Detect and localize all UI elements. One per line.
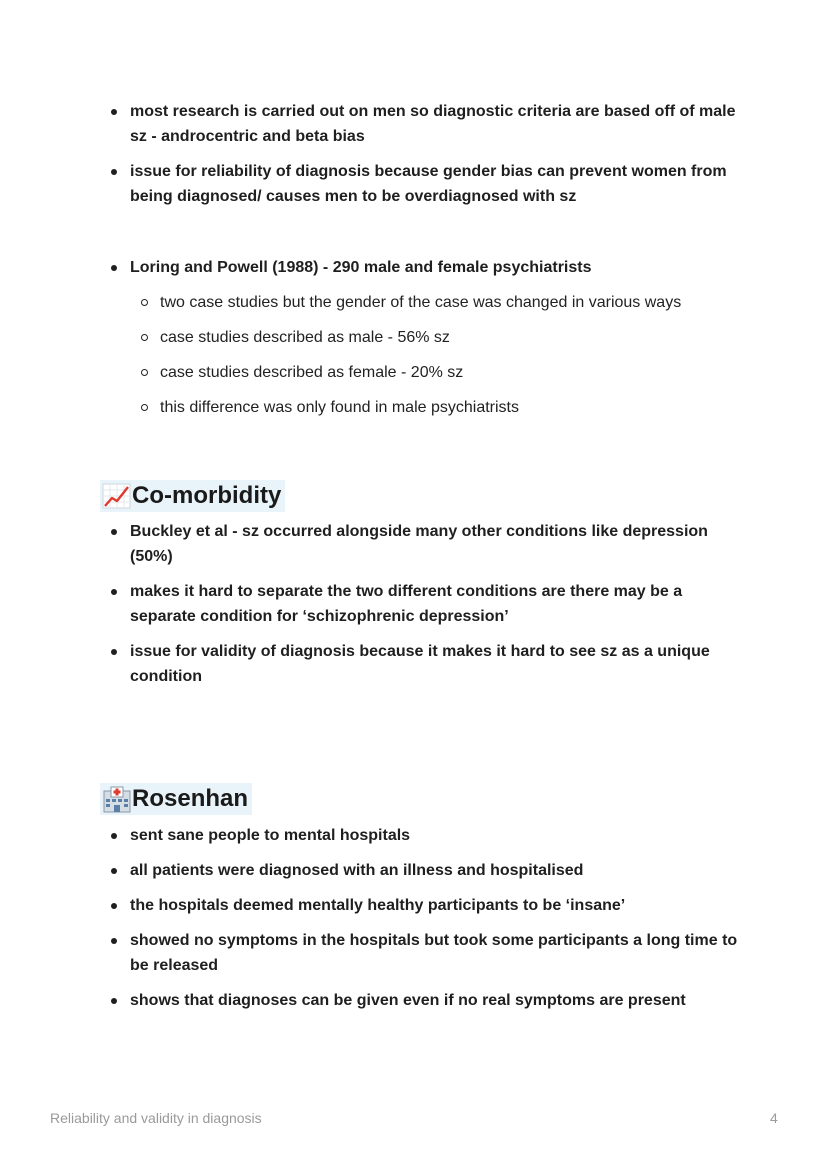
comorbidity-bullet-list xyxy=(130,519,740,699)
sub-list-item: two case studies but the gender of the case was changed in various ways xyxy=(160,290,760,315)
chart-increasing-icon xyxy=(102,482,132,510)
footer-document-title: Reliability and validity in diagnosis xyxy=(50,1110,262,1126)
list-item: sent sane people to mental hospitals xyxy=(130,823,740,848)
list-item: showed no symptoms in the hospitals but took some participants a long time to be released xyxy=(130,928,740,978)
sub-list-item: this difference was only found in male psychiatrists xyxy=(160,395,760,420)
hospital-icon xyxy=(102,785,132,813)
list-item: the hospitals deemed mentally healthy participants to be ‘insane’ xyxy=(130,893,740,918)
sub-list-item: case studies described as male - 56% sz xyxy=(160,325,760,350)
list-item: issue for reliability of diagnosis because gender bias can prevent women from being diagnosed/ causes men to be overdiagnosed with sz xyxy=(130,159,740,209)
rosenhan-heading xyxy=(100,783,252,815)
list-item: most research is carried out on men so diagnostic criteria are based off of male sz - androcentric and beta bias xyxy=(130,99,740,149)
section-heading-text: Rosenhan xyxy=(132,785,249,812)
list-item: issue for validity of diagnosis because it makes it hard to see sz as a unique condition xyxy=(130,639,740,689)
loring-sub-list xyxy=(160,290,760,430)
comorbidity-heading xyxy=(100,480,285,512)
rosenhan-bullet-list xyxy=(130,823,740,1023)
list-item: Buckley et al - sz occurred alongside many other conditions like depression (50%) xyxy=(130,519,740,569)
intro-bullet-list xyxy=(130,99,740,219)
list-item: makes it hard to separate the two different conditions are there may be a separate condition for ‘schizophrenic depression’ xyxy=(130,579,740,629)
sub-list-item: case studies described as female - 20% sz xyxy=(160,360,760,385)
section-heading-text: Co-morbidity xyxy=(132,482,282,509)
list-item: all patients were diagnosed with an illness and hospitalised xyxy=(130,858,740,883)
list-item: Loring and Powell (1988) - 290 male and female psychiatrists xyxy=(130,255,740,280)
footer-page-number: 4 xyxy=(770,1110,778,1126)
list-item: shows that diagnoses can be given even if no real symptoms are present xyxy=(130,988,740,1013)
loring-bullet-list xyxy=(130,255,740,290)
